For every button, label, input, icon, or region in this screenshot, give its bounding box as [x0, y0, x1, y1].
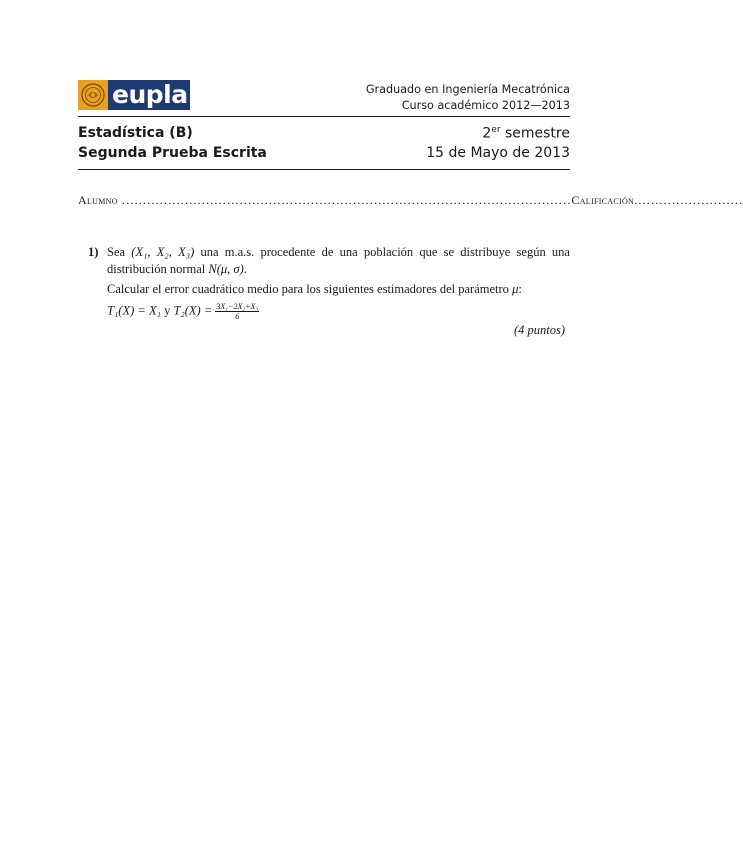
- institution-info: [366, 82, 570, 114]
- header-rule: [78, 116, 570, 117]
- seal-icon: [78, 80, 108, 110]
- question-body: [107, 244, 570, 325]
- academic-year: Curso académico 2012—2013: [401, 99, 570, 112]
- exam-name: Segunda Prueba Escrita: [78, 145, 267, 161]
- grade-label: Calificación: [571, 193, 635, 207]
- question-paragraph-1: Sea (X₁, X₂, X₃) una m.a.s. procedente de una población que se distribuye según una distribución normal N(μ, σ).: [107, 245, 570, 276]
- semester: 2er semestre: [482, 125, 570, 142]
- estimator-fraction: $\frac{\text{3X₁−2X₂+X₃}}{6}$: [216, 301, 259, 321]
- grade-blank[interactable]: ..........................: [634, 193, 743, 207]
- student-label: Alumno: [78, 193, 118, 207]
- eupla-logo: [78, 80, 190, 110]
- title-rule: [78, 169, 570, 170]
- subject-title: Estadística (B): [78, 125, 193, 141]
- student-name-blank[interactable]: ...........................................................................................................: [117, 193, 572, 207]
- question-points: (4 puntos): [513, 323, 565, 337]
- title-row-2: [78, 145, 570, 161]
- exam-date: 15 de Mayo de 2013: [426, 145, 570, 161]
- question-number: 1): [88, 245, 99, 259]
- degree-name: Graduado en Ingeniería Mecatrónica: [365, 83, 570, 96]
- logo-wordmark: eupla: [108, 80, 190, 110]
- question-paragraph-2: Calcular el error cuadrático medio para los siguientes estimadores del parámetro μ:: [107, 282, 522, 296]
- student-line: [78, 193, 743, 208]
- title-row-1: [78, 125, 570, 142]
- estimators: T₁(X) = X₁ y T₂(X) = $\frac{\text{3X₁−2X₂+X₃}}{6}$: [107, 301, 259, 321]
